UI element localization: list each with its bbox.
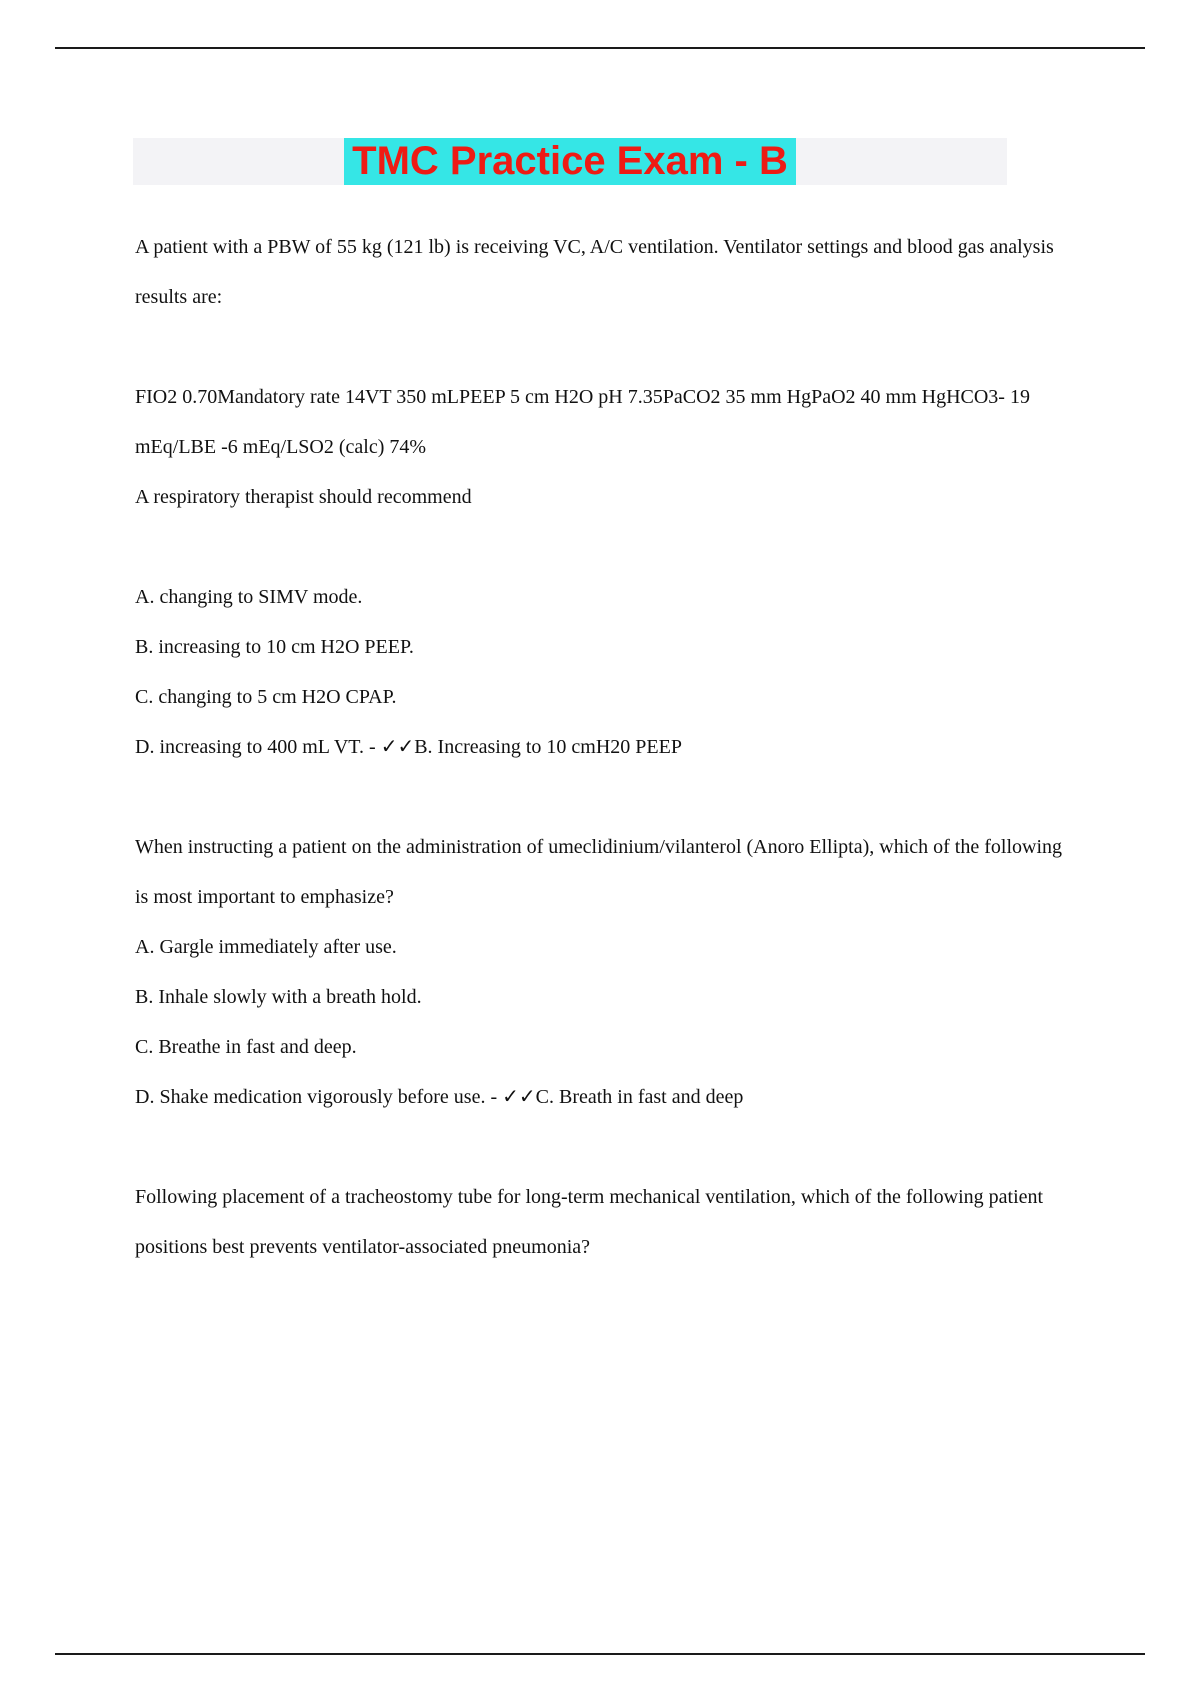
question-1-intro: A patient with a PBW of 55 kg (121 lb) is receiving VC, A/C ventilation. Ventilator settings and blood gas analysis results are:: [135, 236, 1054, 308]
answer-option: A. Gargle immediately after use.: [135, 936, 397, 958]
question-2-block: [135, 822, 1070, 1122]
question-1-intro-block: [135, 222, 1070, 322]
answer-option: B. Inhale slowly with a breath hold.: [135, 986, 422, 1008]
document-body: [135, 222, 1070, 1272]
answer-option: C. Breathe in fast and deep.: [135, 1036, 357, 1058]
page-title: TMC Practice Exam - B: [344, 138, 796, 185]
answer-option: C. changing to 5 cm H2O CPAP.: [135, 686, 397, 708]
answer-option-with-correct-answer: D. increasing to 400 mL VT. - ✓✓B. Increasing to 10 cmH20 PEEP: [135, 736, 682, 758]
answer-option-with-correct-answer: D. Shake medication vigorously before use. - ✓✓C. Breath in fast and deep: [135, 1086, 744, 1108]
answer-option: A. changing to SIMV mode.: [135, 586, 363, 608]
question-1-settings: FIO2 0.70Mandatory rate 14VT 350 mLPEEP 5 cm H2O pH 7.35PaCO2 35 mm HgPaO2 40 mm HgHCO3- 19 mEq/LBE -6 mEq/LSO2 (calc) 74%: [135, 386, 1030, 458]
question-1-details-block: [135, 372, 1070, 522]
question-1-options-block: [135, 572, 1070, 772]
top-rule: [55, 47, 1145, 49]
question-2-intro: When instructing a patient on the administration of umeclidinium/vilanterol (Anoro Ellipta), which of the following is most important to emphasize?: [135, 836, 1063, 908]
bottom-rule: [55, 1653, 1145, 1655]
answer-option: B. increasing to 10 cm H2O PEEP.: [135, 636, 414, 658]
question-3-intro: Following placement of a tracheostomy tube for long-term mechanical ventilation, which of the following patient positions best prevents ventilator-associated pneumonia?: [135, 1186, 1044, 1258]
title-banner: [133, 138, 1007, 185]
question-3-block: [135, 1172, 1070, 1272]
question-1-stem: A respiratory therapist should recommend: [135, 486, 472, 508]
